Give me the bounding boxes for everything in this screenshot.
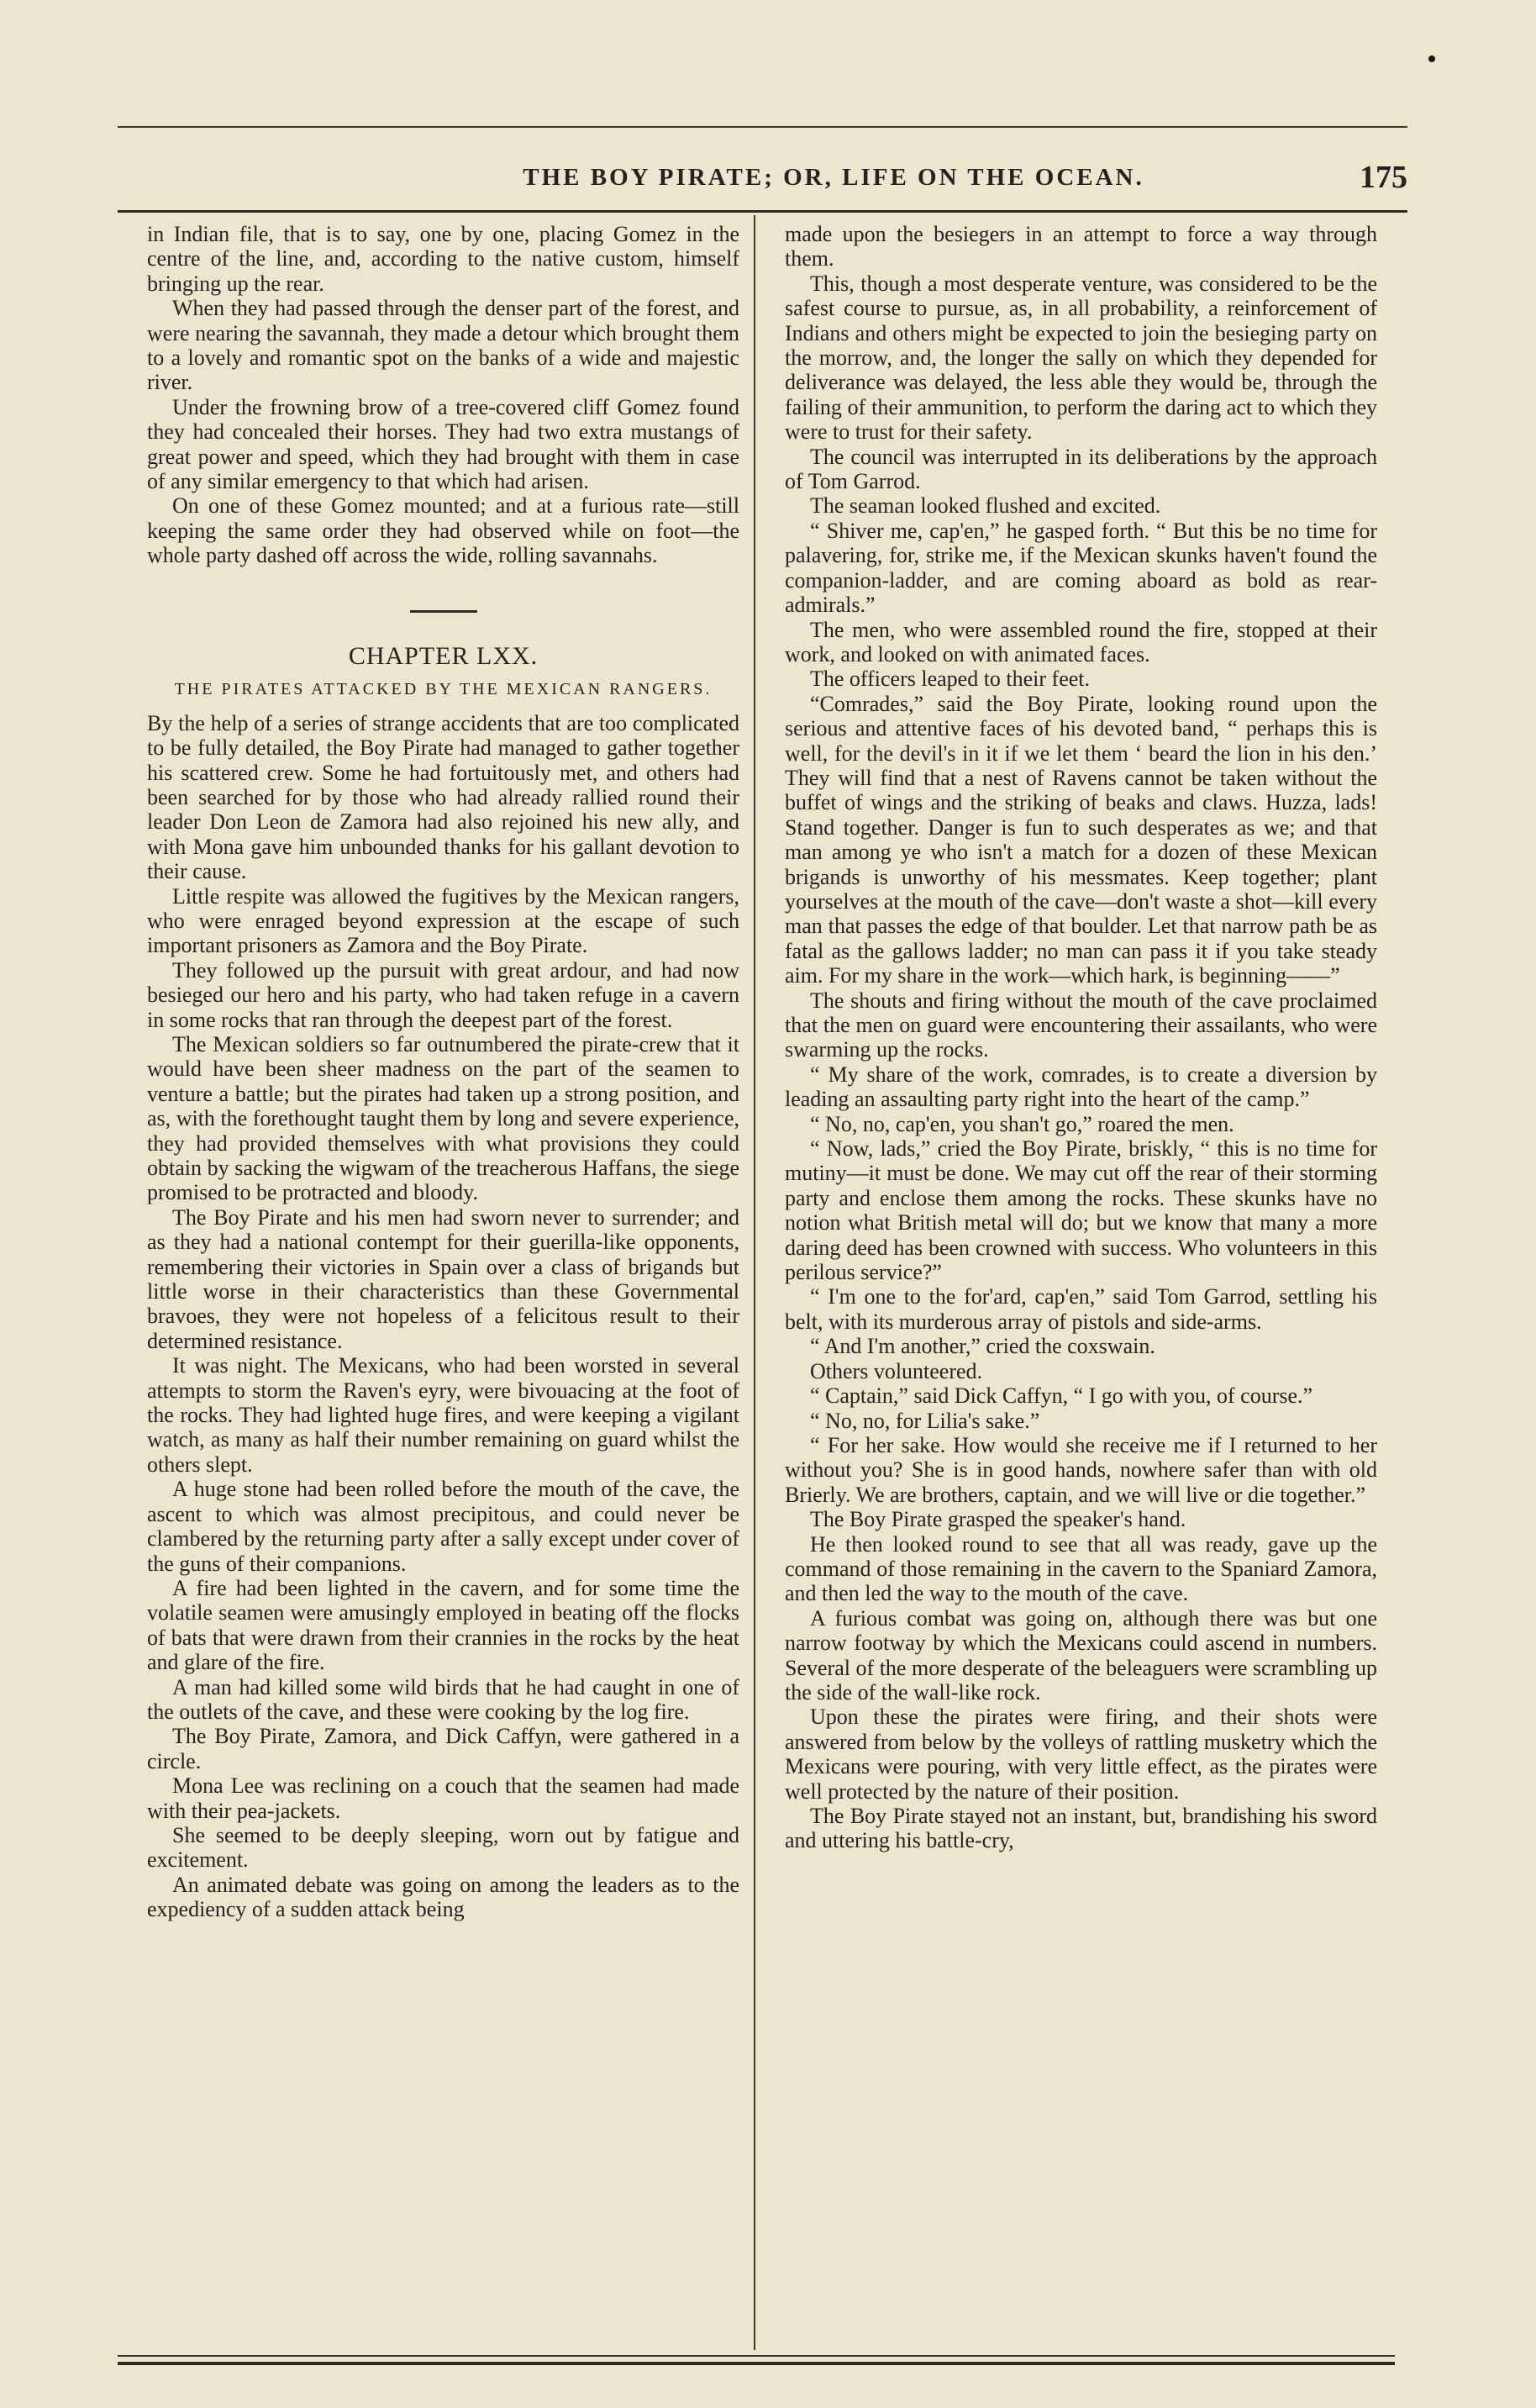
paragraph: By the help of a series of strange accidents that are too complicated to be fully detailed, the Boy Pirate had managed to gather together his scattered crew. Some he had fortuitously met, and others had been searched for by those who had already rallied round their leader Don Leon de Zamora had also rejoined his new ally, and with Mona gave him unbounded thanks for his gallant devotion to their cause. — [147, 710, 739, 884]
paragraph: He then looked round to see that all was ready, gave up the command of those remaining in the cavern to the Spaniard Zamora, and then led the way to the mouth of the cave. — [785, 1531, 1377, 1606]
paragraph: A huge stone had been rolled before the mouth of the cave, the ascent to which was almost precipitous, and could never be clambered by the returning party after a sally except under cover of the guns of their companions. — [147, 1477, 739, 1576]
paragraph: When they had passed through the denser part of the forest, and were nearing the savannah, they made a detour which brought them to a lovely and romantic spot on the banks of a wide and majestic river. — [147, 296, 739, 395]
left-column — [147, 222, 739, 2348]
chapter-title: CHAPTER LXX. — [348, 641, 539, 670]
paragraph: in Indian file, that is to say, one by one, placing Gomez in the centre of the line, and, according to the native custom, himself bringing up the rear. — [147, 222, 739, 296]
paragraph: “ And I'm another,” cried the coxswain. — [810, 1334, 1155, 1359]
paragraph: The Mexican soldiers so far outnumbered the pirate-crew that it would have been sheer madness on the part of the seamen to venture a battle; but the pirates had taken up a strong position, and as, with the forethought taught them by long and severe experience, they had provided themselves with what provisions they could obtain by sacking the wigwam of the treacherous Haffans, the siege promised to be protracted and bloody. — [147, 1031, 739, 1205]
paragraph: “ My share of the work, comrades, is to create a diversion by leading an assaulting party right into the heart of the camp.” — [785, 1062, 1377, 1112]
paragraph: “Comrades,” said the Boy Pirate, looking round upon the serious and attentive faces of his devoted band, “ perhaps this is well, for the devil's in it if we let them ‘ beard the lion in his den.’ They will find that a nest of Ravens cannot be taken without the buffet of wings and the striking of beaks and claws. Huzza, lads! Stand together. Danger is fun to such desperates as we; and that man among ye who isn't a match for a dozen of these Mexican brigands is unworthy of his messmates. Keep together; plant yourselves at the mouth of the cave—don't waste a shot—kill every man that passes the edge of that boulder. Let that narrow path be as fatal as the gallows ladder; no man can pass it if you take steady aim. For my share in the work—which hark, is beginning——” — [785, 691, 1377, 988]
paragraph: A furious combat was going on, although there was but one narrow footway by which the Mexicans could ascend in numbers. Several of the more desperate of the beleaguers were scrambling up the side of the wall-like rock. — [785, 1605, 1377, 1705]
bottom-rule-heavy — [118, 2362, 1395, 2365]
paragraph: A fire had been lighted in the cavern, and for some time the volatile seamen were amusingly employed in beating off the flocks of bats that were drawn from their crannies in the rocks by the heat and glare of the fire. — [147, 1575, 739, 1675]
paragraph: “ No, no, for Lilia's sake.” — [810, 1408, 1040, 1433]
top-frame-rule — [118, 126, 1407, 128]
paragraph: The Boy Pirate and his men had sworn never to surrender; and as they had a national contempt for their guerilla-like opponents, remembering their victories in Spain over a class of brigands but little worse in their characteristics than these Governmental bravoes, they were not hopeless of a felicitous result to their determined resistance. — [147, 1204, 739, 1353]
page-header — [118, 156, 1407, 207]
paragraph: An animated debate was going on among the leaders as to the expediency of a sudden attack being — [147, 1872, 739, 1922]
paragraph: The Boy Pirate grasped the speaker's hand. — [810, 1507, 1186, 1532]
ink-speck — [1428, 55, 1435, 62]
header-rule — [118, 210, 1407, 213]
paragraph: She seemed to be deeply sleeping, worn out by fatigue and excitement. — [147, 1822, 739, 1873]
running-head: THE BOY PIRATE; OR, LIFE ON THE OCEAN. — [523, 164, 1144, 191]
paragraph: “ Now, lads,” cried the Boy Pirate, briskly, “ this is no time for mutiny—it must be done. We may cut off the rear of their storming party and enclose them among the rocks. These skunks have no notion what British metal will do; but we know that many a more daring deed has been crowned with success. Who volunteers in this perilous service?” — [785, 1136, 1377, 1285]
paragraph: This, though a most desperate venture, was considered to be the safest course to pursue, as, in all probability, a reinforcement of Indians and others might be expected to join the besieging party on the morrow, and, the longer the sally on which they depended for deliverance was delayed, the less able they would be, through the failing of their ammunition, to perform the daring act to which they were to trust for their safety. — [785, 271, 1377, 445]
paragraph: A man had killed some wild birds that he had caught in one of the outlets of the cave, and these were cooking by the log fire. — [147, 1674, 739, 1724]
paragraph: On one of these Gomez mounted; and at a furious rate—still keeping the same order they had observed while on foot—the whole party dashed off across the wide, rolling savannahs. — [147, 493, 739, 568]
paragraph: The council was interrupted in its deliberations by the approach of Tom Garrod. — [785, 444, 1377, 494]
bottom-rule — [118, 2355, 1395, 2357]
paragraph: made upon the besiegers in an attempt to force a way through them. — [785, 222, 1377, 271]
paragraph: The officers leaped to their feet. — [810, 667, 1091, 692]
paragraph: Under the frowning brow of a tree-covered cliff Gomez found they had concealed their horses. They had two extra mustangs of great power and speed, which they had brought with them in case of any similar emergency to that which had arisen. — [147, 394, 739, 494]
paragraph: “ Captain,” said Dick Caffyn, “ I go with you, of course.” — [810, 1383, 1313, 1409]
page-number: 175 — [1360, 160, 1407, 195]
paragraph: Mona Lee was reclining on a couch that the seamen had made with their pea-jackets. — [147, 1773, 739, 1823]
paragraph: Upon these the pirates were firing, and their shots were answered from below by the volleys of rattling musketry which the Mexicans were pouring, with very little effect, as the pirates were well protected by the nature of their position. — [785, 1705, 1377, 1804]
paragraph: “ I'm one to the for'ard, cap'en,” said Tom Garrod, settling his belt, with its murderous array of pistols and side-arms. — [785, 1284, 1377, 1334]
paragraph: The Boy Pirate stayed not an instant, but, brandishing his sword and uttering his battle-cry, — [785, 1804, 1377, 1853]
paragraph: “ For her sake. How would she receive me if I returned to her without you? She is in good hands, nowhere safer than with old Brierly. We are brothers, captain, and we will live or die together.” — [785, 1432, 1377, 1507]
paragraph: The Boy Pirate, Zamora, and Dick Caffyn, were gathered in a circle. — [147, 1724, 739, 1773]
paragraph: Others volunteered. — [810, 1358, 983, 1383]
section-divider — [410, 610, 477, 613]
paragraph: It was night. The Mexicans, who had been worsted in several attempts to storm the Raven's eyry, were bivouacing at the foot of the rocks. They had lighted huge fires, and were keeping a vigilant watch, as many as half their number remaining on guard whilst the others slept. — [147, 1353, 739, 1477]
paragraph: Little respite was allowed the fugitives by the Mexican rangers, who were enraged beyond expression at the escape of such important prisoners as Zamora and the Boy Pirate. — [147, 883, 739, 958]
paragraph: They followed up the pursuit with great ardour, and had now besieged our hero and his party, who had taken refuge in a cavern in some rocks that ran through the deepest part of the forest. — [147, 957, 739, 1032]
paragraph: “ No, no, cap'en, you shan't go,” roared the men. — [810, 1111, 1234, 1136]
column-divider — [754, 215, 755, 2350]
right-column — [785, 222, 1377, 2348]
paragraph: The men, who were assembled round the fire, stopped at their work, and looked on with animated faces. — [785, 617, 1377, 667]
paragraph: The seaman looked flushed and excited. — [810, 493, 1161, 519]
chapter-subtitle: THE PIRATES ATTACKED BY THE MEXICAN RANGERS. — [174, 679, 713, 698]
paragraph: The shouts and firing without the mouth of the cave proclaimed that the men on guard were encountering their assailants, who were swarming up the rocks. — [785, 988, 1377, 1062]
paragraph: “ Shiver me, cap'en,” he gasped forth. “ But this be no time for palavering, for, strike me, if the Mexican skunks haven't found the companion-ladder, and are coming aboard as bold as rear-admirals.” — [785, 518, 1377, 618]
